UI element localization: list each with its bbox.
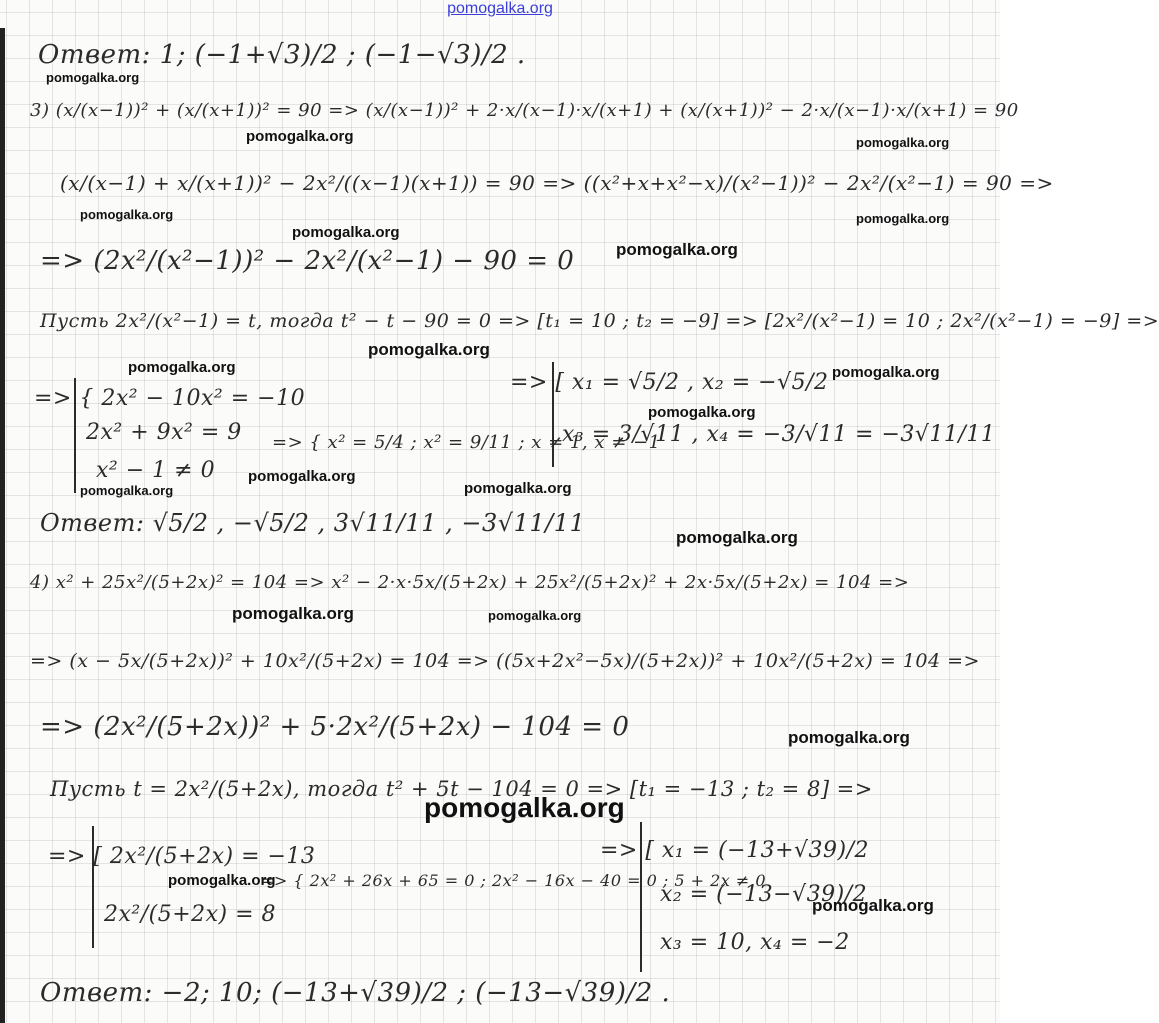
watermark: pomogalka.org [812,896,934,915]
problem-4-line-1: 4) x² + 25x²/(5+2x)² = 104 => x² − 2·x·5x/(5+2x) + 25x²/(5+2x)² + 2x·5x/(5+2x) = 104 => [30,572,910,593]
answer-line-3: Ответ: √5/2 , −√5/2 , 3√11/11 , −3√11/11 [40,509,586,537]
problem-3-line-2: (x/(x−1) + x/(x+1))² − 2x²/((x−1)(x+1)) = 90 => ((x²+x+x²−x)/(x²−1))² − 2x²/(x²−1) = 90 => [60,171,1054,195]
roots-4-line-3: x₃ = 10, x₄ = −2 [660,930,850,955]
roots-3-line-2: x₃ = 3/√11 , x₄ = −3/√11 = −3√11/11 [562,422,996,447]
watermark: pomogalka.org [616,240,738,259]
problem-4-line-2: => (x − 5x/(5+2x))² + 10x²/(5+2x) = 104 => ((5x+2x²−5x)/(5+2x))² + 10x²/(5+2x) = 104 => [30,650,980,672]
page-edge [0,28,5,1023]
case-4-eq-1: => [ 2x²/(5+2x) = −13 [48,844,316,869]
watermark: pomogalka.org [128,359,236,376]
case-4-eq-2: 2x²/(5+2x) = 8 [104,902,277,927]
watermark: pomogalka.org [676,528,798,547]
problem-3-line-1: 3) (x/(x−1))² + (x/(x+1))² = 90 => (x/(x−1))² + 2·x/(x−1)·x/(x+1) + (x/(x+1))² − 2·x/(x−1)·x/(x+1) = 90 [30,100,1019,121]
watermark: pomogalka.org [246,128,354,145]
system-2: => { x² = 5/4 ; x² = 9/11 ; x ≠ 1, x ≠ −1 [272,432,661,453]
problem-4-line-3: => (2x²/(5+2x))² + 5·2x²/(5+2x) − 104 = 0 [40,712,630,742]
system-1-eq-1: => { 2x² − 10x² = −10 [34,386,306,411]
watermark: pomogalka.org [232,604,354,623]
watermark-large: pomogalka.org [424,792,625,823]
watermark: pomogalka.org [46,70,140,85]
answer-line-4: Ответ: −2; 10; (−13+√39)/2 ; (−13−√39)/2 . [40,978,671,1008]
system-1-eq-2: 2x² + 9x² = 9 [86,420,242,445]
roots-4-line-1: => [ x₁ = (−13+√39)/2 [600,838,870,863]
system-1-eq-3: x² − 1 ≠ 0 [96,458,216,483]
watermark: pomogalka.org [788,728,910,747]
roots-3-line-1: => [ x₁ = √5/2 , x₂ = −√5/2 [510,370,829,395]
watermark: pomogalka.org [856,211,950,226]
watermark: pomogalka.org [464,480,572,497]
watermark: pomogalka.org [248,468,356,485]
watermark: pomogalka.org [168,872,276,889]
watermark: pomogalka.org [488,608,582,623]
problem-4-substitution: Пусть t = 2x²/(5+2x), тогда t² + 5t − 104 = 0 => [t₁ = −13 ; t₂ = 8] => [50,777,873,801]
problem-3-line-3: => (2x²/(x²−1))² − 2x²/(x²−1) − 90 = 0 [40,246,575,276]
roots-4-line-2: x₂ = (−13−√39)/2 [660,882,868,907]
header-site-link[interactable]: pomogalka.org [447,0,553,17]
watermark: pomogalka.org [80,207,174,222]
watermark: pomogalka.org [648,404,756,421]
answer-line-2: Ответ: 1; (−1+√3)/2 ; (−1−√3)/2 . [38,40,526,70]
system-4: => { 2x² + 26x + 65 = 0 ; 2x² − 16x − 40 = 0 ; 5 + 2x ≠ 0 [260,871,767,890]
watermark: pomogalka.org [292,224,400,241]
problem-3-substitution: Пусть 2x²/(x²−1) = t, тогда t² − t − 90 = 0 => [t₁ = 10 ; t₂ = −9] => [2x²/(x²−1) = 10 ; 2x²/(x²−1) = −9] => [40,310,1159,332]
watermark: pomogalka.org [80,483,174,498]
watermark: pomogalka.org [832,364,940,381]
watermark: pomogalka.org [368,340,490,359]
watermark: pomogalka.org [856,135,950,150]
